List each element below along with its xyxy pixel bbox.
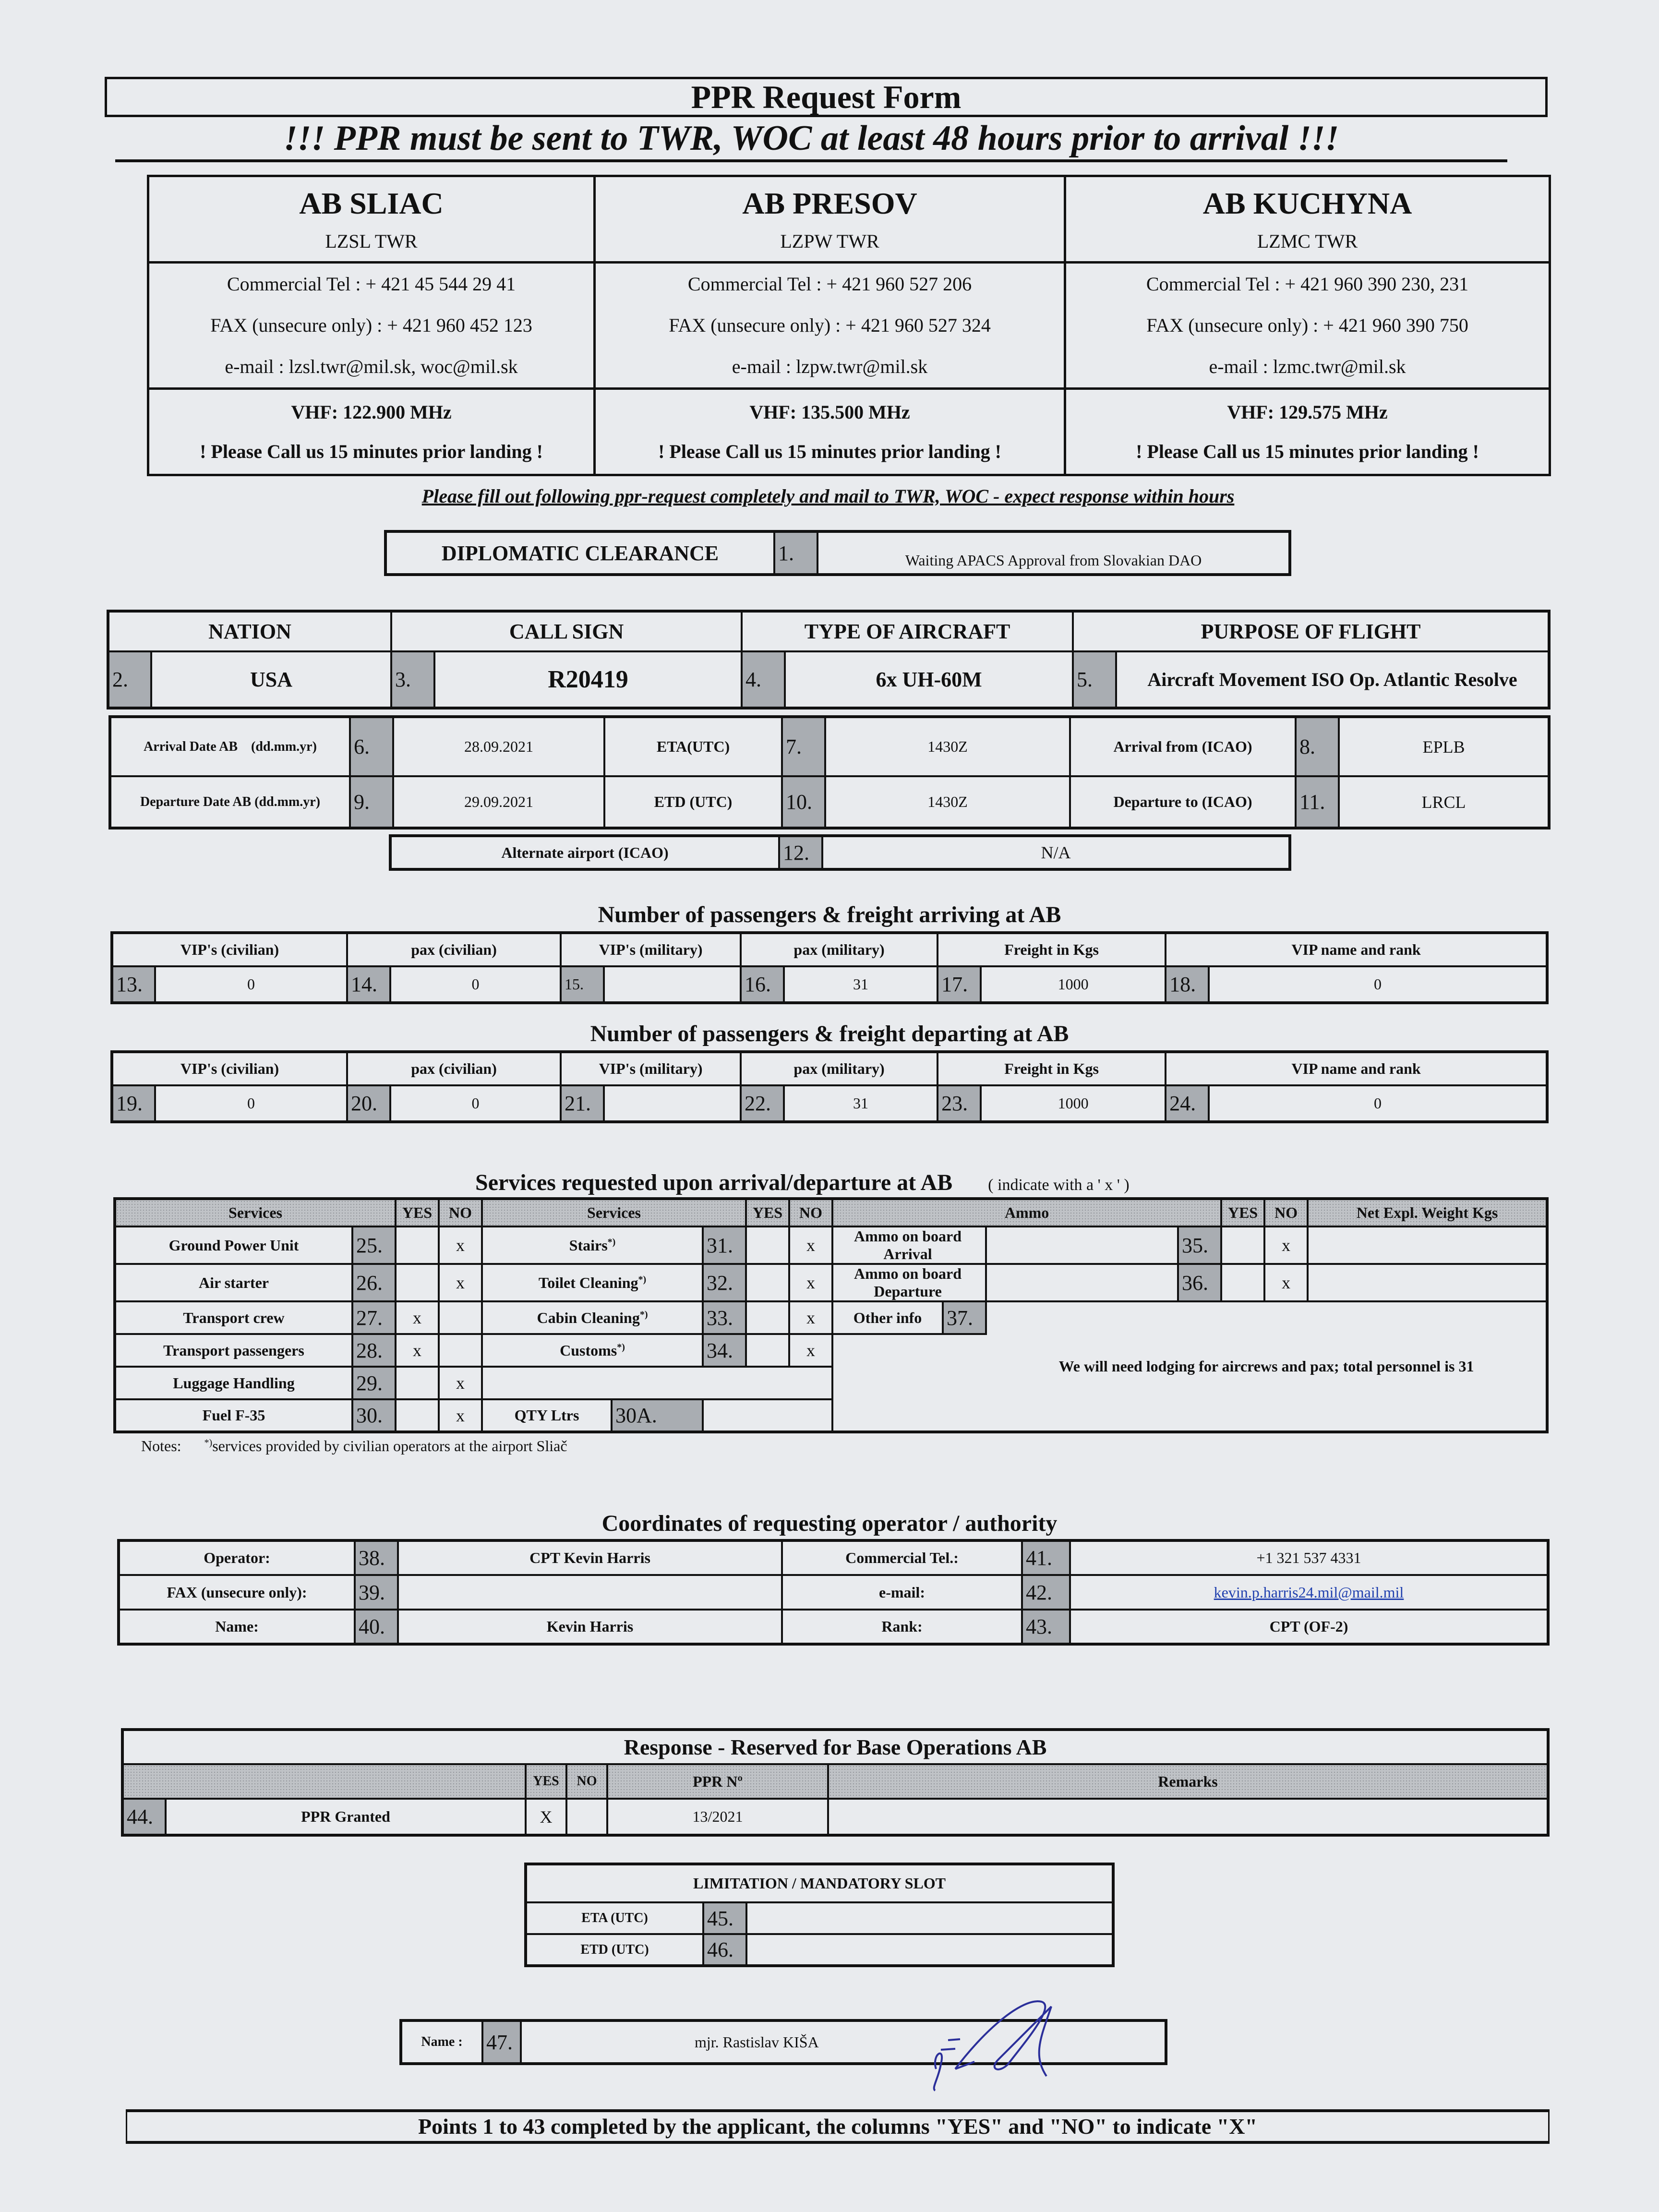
col-no: NO: [1264, 1199, 1308, 1226]
limitation-table: [524, 1863, 1115, 1967]
col-net-explosive-weight: Net Expl. Weight Kgs: [1308, 1199, 1547, 1226]
service-label-text: Cabin Cleaning: [537, 1309, 640, 1326]
rank-value[interactable]: CPT (OF-2): [1070, 1610, 1548, 1644]
field-number: 37.: [943, 1301, 986, 1334]
freight-value[interactable]: 1000: [981, 1085, 1166, 1122]
operator-label: Operator:: [119, 1540, 355, 1575]
yes-checkbox[interactable]: [396, 1226, 439, 1264]
arrival-from-label: Arrival from (ICAO): [1070, 717, 1296, 776]
base-email: e-mail : lzsl.twr@mil.sk, woc@mil.sk: [225, 356, 518, 377]
other-info-value[interactable]: We will need lodging for aircrews and pax; total personnel is 31: [986, 1301, 1547, 1432]
services-title-row: [475, 1169, 1243, 1196]
header-aircraft-type: TYPE OF AIRCRAFT: [742, 611, 1073, 651]
header-freight: Freight in Kgs: [938, 933, 1166, 966]
pax-civilian-value[interactable]: 0: [390, 966, 561, 1003]
qty-liters-label: QTY Ltrs: [482, 1399, 612, 1432]
services-title: Services requested upon arrival/departure at AB: [475, 1170, 953, 1195]
remarks-value[interactable]: [828, 1799, 1548, 1835]
base-fax: FAX (unsecure only) : + 421 960 390 750: [1146, 314, 1468, 336]
base-tower: LZPW TWR: [780, 230, 879, 252]
header-pax-civilian: pax (civilian): [347, 933, 561, 966]
response-header-blank: [122, 1764, 526, 1799]
response-table: [121, 1728, 1550, 1837]
no-checkbox[interactable]: [439, 1334, 482, 1367]
col-services: Services: [115, 1199, 396, 1226]
header-nation: NATION: [108, 611, 391, 651]
notes-text: services provided by civilian operators at the airport Sliač: [212, 1437, 567, 1455]
field-number: 4.: [742, 651, 785, 708]
field-number: 26.: [352, 1264, 396, 1301]
call-sign-value[interactable]: R20419: [434, 651, 742, 708]
header-vip-civilian: VIP's (civilian): [112, 933, 347, 966]
field-number: 29.: [352, 1367, 396, 1399]
col-services: Services: [482, 1199, 746, 1226]
field-number: 43.: [1022, 1610, 1070, 1644]
service-label: Luggage Handling: [115, 1367, 352, 1399]
base-vhf: VHF: 135.500 MHz: [749, 401, 910, 423]
col-yes: YES: [526, 1764, 566, 1799]
rank-label: Rank:: [782, 1610, 1022, 1644]
departure-to-label: Departure to (ICAO): [1070, 776, 1296, 828]
yes-checkbox[interactable]: X: [526, 1799, 566, 1835]
limitation-eta-value[interactable]: [746, 1902, 1113, 1934]
field-number: 36.: [1178, 1264, 1221, 1301]
response-title: Response - Reserved for Base Operations AB: [122, 1730, 1548, 1764]
field-number: 47.: [482, 2020, 521, 2064]
alternate-airport-table: [389, 834, 1291, 871]
notes-mark: *): [204, 1437, 213, 1448]
no-checkbox[interactable]: x: [789, 1301, 832, 1334]
services-hint: ( indicate with a ' x ' ): [988, 1176, 1130, 1194]
vip-military-value[interactable]: [604, 1085, 741, 1122]
vip-civilian-value[interactable]: 0: [155, 1085, 347, 1122]
field-number: 18.: [1166, 966, 1209, 1003]
header-pax-military: pax (military): [741, 1052, 938, 1085]
field-number: 27.: [352, 1301, 396, 1334]
no-checkbox[interactable]: x: [789, 1264, 832, 1301]
service-label: [482, 1334, 703, 1367]
instruction-text: Please fill out following ppr-request completely and mail to TWR, WOC - expect response within hours: [421, 485, 1235, 507]
base-tower: LZMC TWR: [1257, 230, 1358, 252]
service-label: [482, 1264, 703, 1301]
field-number: 24.: [1166, 1085, 1209, 1122]
base-name: AB PRESOV: [742, 186, 917, 220]
field-number: 40.: [355, 1610, 398, 1644]
base-tel: Commercial Tel : + 421 45 544 29 41: [227, 273, 516, 295]
base-tel: Commercial Tel : + 421 960 390 230, 231: [1146, 273, 1469, 295]
field-number: 25.: [352, 1226, 396, 1264]
yes-checkbox[interactable]: x: [396, 1301, 439, 1334]
base-name: AB SLIAC: [299, 186, 444, 220]
pax-arriving-title: Number of passengers & freight arriving at AB: [598, 902, 1061, 927]
form-title: PPR Request Form: [105, 77, 1548, 117]
field-number: 22.: [741, 1085, 784, 1122]
service-label: [482, 1301, 703, 1334]
service-label: Transport crew: [115, 1301, 352, 1334]
base-presov-header: [595, 176, 1065, 263]
alternate-airport-label: Alternate airport (ICAO): [390, 836, 779, 869]
field-number: 38.: [355, 1540, 398, 1575]
base-fax: FAX (unsecure only) : + 421 960 452 123: [210, 314, 532, 336]
col-no: NO: [439, 1199, 482, 1226]
nation-value[interactable]: USA: [151, 651, 391, 708]
field-number: 20.: [347, 1085, 390, 1122]
other-info-label: Other info: [832, 1301, 943, 1334]
service-label: [482, 1226, 703, 1264]
field-number: 2.: [108, 651, 151, 708]
limitation-eta-label: ETA (UTC): [526, 1902, 703, 1934]
no-checkbox[interactable]: x: [1264, 1226, 1308, 1264]
field-number: 31.: [703, 1226, 746, 1264]
etd-value[interactable]: 1430Z: [825, 776, 1070, 828]
base-sliac-radio: [148, 389, 595, 475]
service-label-text: Toilet Cleaning: [538, 1274, 638, 1291]
blank-cell: [482, 1367, 832, 1399]
base-tel: Commercial Tel : + 421 960 527 206: [687, 273, 972, 295]
limitation-title: LIMITATION / MANDATORY SLOT: [526, 1864, 1113, 1902]
vip-civilian-value[interactable]: 0: [155, 966, 347, 1003]
base-sliac-contacts: [148, 263, 595, 389]
pax-military-value[interactable]: 31: [784, 1085, 938, 1122]
diplomatic-clearance-label: DIPLOMATIC CLEARANCE: [385, 531, 774, 575]
no-checkbox[interactable]: x: [789, 1334, 832, 1367]
services-table: [113, 1197, 1549, 1433]
field-number: 33.: [703, 1301, 746, 1334]
yes-checkbox[interactable]: x: [396, 1334, 439, 1367]
email-label: e-mail:: [782, 1575, 1022, 1610]
field-number: 44.: [122, 1799, 166, 1835]
services-notes: [141, 1437, 567, 1455]
net-explosive-weight-value[interactable]: [1308, 1264, 1547, 1301]
pax-arriving-table: [110, 931, 1549, 1004]
base-call-note: ! Please Call us 15 minutes prior landing !: [658, 440, 1001, 462]
field-number: 34.: [703, 1334, 746, 1367]
col-no: NO: [566, 1764, 607, 1799]
field-number: 23.: [938, 1085, 981, 1122]
field-number: 13.: [112, 966, 155, 1003]
base-vhf: VHF: 122.900 MHz: [291, 401, 452, 423]
ammo-label: Ammo on board Departure: [832, 1264, 986, 1301]
header-freight: Freight in Kgs: [938, 1052, 1166, 1085]
commercial-tel-value[interactable]: +1 321 537 4331: [1070, 1540, 1548, 1575]
service-label: Air starter: [115, 1264, 352, 1301]
footnote-mark: *): [617, 1341, 625, 1352]
field-number: 15.: [561, 966, 604, 1003]
operator-table: [117, 1539, 1550, 1646]
no-checkbox[interactable]: x: [1264, 1264, 1308, 1301]
header-vip-military: VIP's (military): [561, 933, 741, 966]
base-kuchyna-radio: [1065, 389, 1550, 475]
col-yes: YES: [396, 1199, 439, 1226]
qty-liters-value[interactable]: [703, 1399, 832, 1432]
operator-title: Coordinates of requesting operator / authority: [601, 1511, 1058, 1536]
field-number: 21.: [561, 1085, 604, 1122]
no-checkbox[interactable]: [439, 1301, 482, 1334]
service-label: Fuel F-35: [115, 1399, 352, 1432]
field-number: 5.: [1073, 651, 1116, 708]
footnote-mark: *): [638, 1274, 647, 1285]
no-checkbox[interactable]: x: [789, 1226, 832, 1264]
base-vhf: VHF: 129.575 MHz: [1227, 401, 1388, 423]
yes-checkbox[interactable]: [746, 1301, 789, 1334]
field-number: 3.: [391, 651, 434, 708]
base-call-note: ! Please Call us 15 minutes prior landing !: [1136, 440, 1479, 462]
yes-checkbox[interactable]: [396, 1367, 439, 1399]
base-call-note: ! Please Call us 15 minutes prior landing !: [200, 440, 543, 462]
col-ammo: Ammo: [832, 1199, 1221, 1226]
service-label-text: Stairs: [569, 1236, 608, 1254]
signature-icon: [926, 1992, 1090, 2098]
header-pax-civilian: pax (civilian): [347, 1052, 561, 1085]
no-checkbox[interactable]: x: [439, 1226, 482, 1264]
no-checkbox[interactable]: [566, 1799, 607, 1835]
footnote-mark: *): [607, 1236, 616, 1247]
base-tower: LZSL TWR: [325, 230, 418, 252]
field-number: 46.: [703, 1934, 746, 1966]
fax-label: FAX (unsecure only):: [119, 1575, 355, 1610]
field-number: 7.: [782, 717, 825, 776]
base-presov-radio: [595, 389, 1065, 475]
col-yes: YES: [746, 1199, 789, 1226]
flight-info-table: [107, 610, 1551, 709]
header-vip-name-rank: VIP name and rank: [1166, 933, 1547, 966]
ammo-label: Ammo on board Arrival: [832, 1226, 986, 1264]
pax-civilian-value[interactable]: 0: [390, 1085, 561, 1122]
field-number: 42.: [1022, 1575, 1070, 1610]
etd-label: ETD (UTC): [604, 776, 782, 828]
col-no: NO: [789, 1199, 832, 1226]
approver-name-value[interactable]: mjr. Rastislav KIŠA: [521, 2020, 1166, 2064]
limitation-etd-value[interactable]: [746, 1934, 1113, 1966]
commercial-tel-label: Commercial Tel.:: [782, 1540, 1022, 1575]
base-presov-contacts: [595, 263, 1065, 389]
field-number: 30A.: [612, 1399, 703, 1432]
field-number: 9.: [350, 776, 393, 828]
base-fax: FAX (unsecure only) : + 421 960 527 324: [669, 314, 991, 336]
header-call-sign: CALL SIGN: [391, 611, 742, 651]
col-ppr-number: PPR Nº: [607, 1764, 828, 1799]
limitation-etd-label: ETD (UTC): [526, 1934, 703, 1966]
field-number: 17.: [938, 966, 981, 1003]
field-number: 30.: [352, 1399, 396, 1432]
base-email: e-mail : lzmc.twr@mil.sk: [1209, 356, 1406, 377]
service-label: Transport passengers: [115, 1334, 352, 1367]
name-label: Name:: [119, 1610, 355, 1644]
header-vip-name-rank: VIP name and rank: [1166, 1052, 1547, 1085]
name-value[interactable]: Kevin Harris: [398, 1610, 782, 1644]
service-label-text: Customs: [560, 1341, 617, 1359]
warning-banner: !!! PPR must be sent to TWR, WOC at least 48 hours prior to arrival !!!: [115, 114, 1507, 162]
date-format-text: (dd.mm.yr): [251, 739, 317, 754]
notes-label: Notes:: [141, 1437, 181, 1455]
approver-name-label: Name :: [401, 2020, 482, 2064]
aircraft-type-value[interactable]: 6x UH-60M: [785, 651, 1073, 708]
net-explosive-weight-value[interactable]: [1308, 1226, 1547, 1264]
ppr-granted-label: PPR Granted: [166, 1799, 526, 1835]
pax-departing-title: Number of passengers & freight departing at AB: [590, 1021, 1069, 1046]
ppr-number-value[interactable]: 13/2021: [607, 1799, 828, 1835]
yes-checkbox[interactable]: [746, 1226, 789, 1264]
yes-checkbox[interactable]: [1221, 1264, 1264, 1301]
no-checkbox[interactable]: x: [439, 1399, 482, 1432]
col-remarks: Remarks: [828, 1764, 1548, 1799]
base-name: AB KUCHYNA: [1202, 186, 1412, 220]
email-link[interactable]: kevin.p.harris24.mil@mail.mil: [1214, 1583, 1404, 1601]
vip-name-rank-value[interactable]: 0: [1209, 966, 1547, 1003]
field-number: 11.: [1296, 776, 1339, 828]
field-number: 39.: [355, 1575, 398, 1610]
footer-instruction: Points 1 to 43 completed by the applicant, the columns "YES" and "NO" to indicate "X": [126, 2109, 1550, 2144]
field-number: 6.: [350, 717, 393, 776]
base-contacts-table: [147, 175, 1551, 476]
arrival-date-value[interactable]: 28.09.2021: [393, 717, 604, 776]
schedule-table: [108, 715, 1551, 830]
yes-checkbox[interactable]: [746, 1334, 789, 1367]
field-number: 19.: [112, 1085, 155, 1122]
yes-checkbox[interactable]: [396, 1399, 439, 1432]
field-number: 14.: [347, 966, 390, 1003]
field-number: 16.: [741, 966, 784, 1003]
yes-checkbox[interactable]: [396, 1264, 439, 1301]
header-purpose: PURPOSE OF FLIGHT: [1073, 611, 1549, 651]
base-kuchyna-header: [1065, 176, 1550, 263]
departure-date-label: Departure Date AB (dd.mm.yr): [110, 776, 350, 828]
pax-military-value[interactable]: 31: [784, 966, 938, 1003]
footnote-mark: *): [639, 1309, 648, 1320]
service-label: Ground Power Unit: [115, 1226, 352, 1264]
header-vip-civilian: VIP's (civilian): [112, 1052, 347, 1085]
fax-value[interactable]: [398, 1575, 782, 1610]
freight-value[interactable]: 1000: [981, 966, 1166, 1003]
header-pax-military: pax (military): [741, 933, 938, 966]
field-number: 32.: [703, 1264, 746, 1301]
vip-military-value[interactable]: [604, 966, 741, 1003]
departure-date-value[interactable]: 29.09.2021: [393, 776, 604, 828]
no-checkbox[interactable]: x: [439, 1264, 482, 1301]
header-vip-military: VIP's (military): [561, 1052, 741, 1085]
vip-name-rank-value[interactable]: 0: [1209, 1085, 1547, 1122]
pax-departing-table: [110, 1050, 1549, 1123]
col-yes: YES: [1221, 1199, 1264, 1226]
field-number: 28.: [352, 1334, 396, 1367]
arrival-date-label: [110, 717, 350, 776]
field-number: 10.: [782, 776, 825, 828]
base-email: e-mail : lzpw.twr@mil.sk: [732, 356, 928, 377]
eta-value[interactable]: 1430Z: [825, 717, 1070, 776]
field-number: 1.: [774, 531, 817, 575]
departure-to-value[interactable]: LRCL: [1339, 776, 1549, 828]
purpose-value[interactable]: Aircraft Movement ISO Op. Atlantic Resolve: [1116, 651, 1549, 708]
field-number: 35.: [1178, 1226, 1221, 1264]
arrival-date-text: Arrival Date AB: [144, 739, 238, 754]
operator-value[interactable]: CPT Kevin Harris: [398, 1540, 782, 1575]
email-cell: [1070, 1575, 1548, 1610]
base-kuchyna-contacts: [1065, 263, 1550, 389]
diplomatic-clearance-value[interactable]: Waiting APACS Approval from Slovakian DAO: [817, 531, 1290, 575]
arrival-from-value[interactable]: EPLB: [1339, 717, 1549, 776]
yes-checkbox[interactable]: [1221, 1226, 1264, 1264]
alternate-airport-value[interactable]: N/A: [822, 836, 1290, 869]
field-number: 8.: [1296, 717, 1339, 776]
field-number: 45.: [703, 1902, 746, 1934]
no-checkbox[interactable]: x: [439, 1367, 482, 1399]
field-number: 41.: [1022, 1540, 1070, 1575]
base-sliac-header: [148, 176, 595, 263]
yes-checkbox[interactable]: [746, 1264, 789, 1301]
field-number: 12.: [779, 836, 822, 869]
diplomatic-clearance-table: [384, 530, 1291, 576]
eta-label: ETA(UTC): [604, 717, 782, 776]
